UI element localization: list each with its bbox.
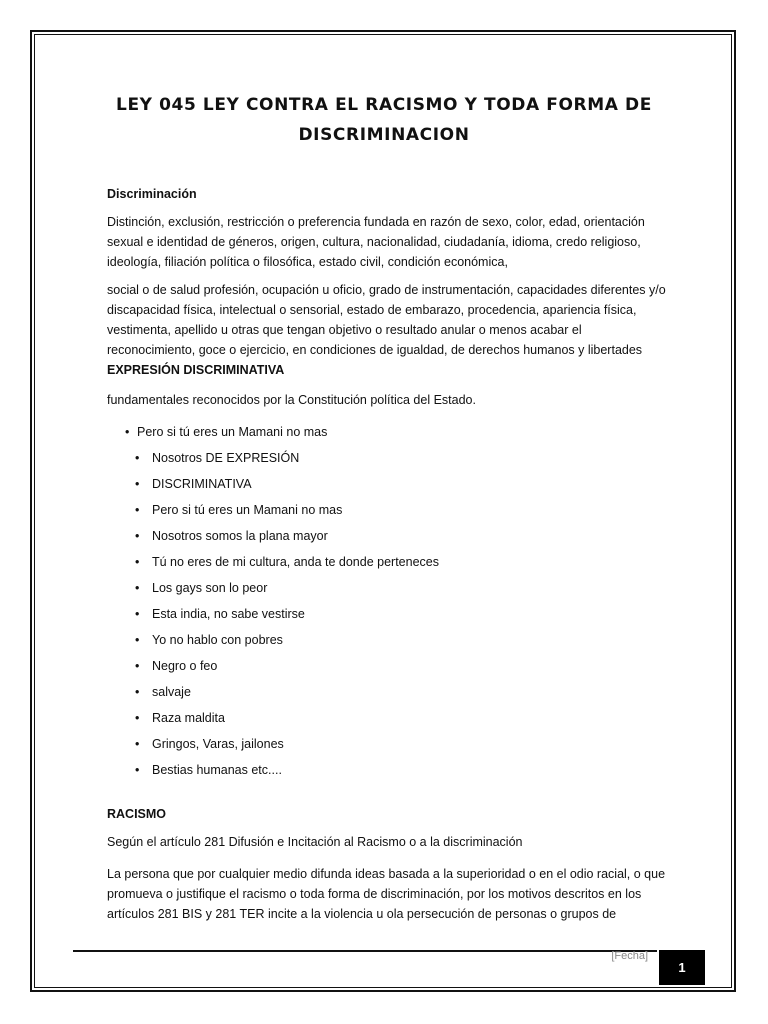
footer-date-placeholder: [Fecha] bbox=[611, 950, 648, 962]
top-bullet-list bbox=[107, 422, 667, 442]
document-title bbox=[60, 90, 708, 150]
list-item: • Nosotros DE EXPRESIÓN bbox=[107, 448, 667, 474]
list-item: • salvaje bbox=[107, 682, 667, 708]
list-item: • Pero si tú eres un Mamani no mas bbox=[107, 422, 667, 442]
list-item: • Gringos, Varas, jailones bbox=[107, 734, 667, 760]
racismo-paragraph: La persona que por cualquier medio difunda ideas basada a la superioridad o en el odio racial, o que promueva o justifique el racismo o toda forma de discriminación, por los motivos descritos en los artículos 281 BIS y 281 TER incite a la violencia u ola persecución de personas o grupos de bbox=[107, 867, 666, 921]
list-item: • Negro o feo bbox=[107, 656, 667, 682]
title-line-2: DISCRIMINACION bbox=[298, 125, 470, 145]
list-item: • Pero si tú eres un Mamani no mas bbox=[107, 500, 667, 526]
article-281-line: Según el artículo 281 Difusión e Incitación al Racismo o a la discriminación bbox=[107, 835, 523, 849]
title-line-1: LEY 045 LEY CONTRA EL RACISMO Y TODA FORMA DE bbox=[116, 95, 652, 115]
page-number-badge: 1 bbox=[659, 950, 705, 985]
definition-paragraph-3: fundamentales reconocidos por la Constitución política del Estado. bbox=[107, 393, 476, 407]
list-item: • Bestias humanas etc.... bbox=[107, 760, 667, 786]
definition-paragraph-2-text: social o de salud profesión, ocupación u oficio, grado de instrumentación, capacidades diferentes y/o discapacidad física, intelectual o sensorial, estado de embarazo, procedencia, apariencia física, vestimenta, apellido u otras que tengan objetivo o resultado anular o menos acabar el reconocimiento, goce o ejercicio, en condiciones de igualdad, de derechos humanos y libertades bbox=[107, 283, 666, 357]
section-heading-discriminacion: Discriminación bbox=[107, 187, 197, 201]
document-body bbox=[107, 184, 667, 932]
list-item: • Esta india, no sabe vestirse bbox=[107, 604, 667, 630]
definition-paragraph-2 bbox=[107, 280, 667, 380]
section-heading-racismo: RACISMO bbox=[107, 807, 167, 821]
list-item: • Raza maldita bbox=[107, 708, 667, 734]
definition-paragraph-1: Distinción, exclusión, restricción o preferencia fundada en razón de sexo, color, edad, orientación sexual e identidad de géneros, origen, cultura, nacionalidad, ciudadanía, idioma, credo religioso, ideología, filiación política o filosófica, estado civil, condición económica, bbox=[107, 215, 645, 269]
list-item: • Nosotros somos la plana mayor bbox=[107, 526, 667, 552]
list-item: • Los gays son lo peor bbox=[107, 578, 667, 604]
list-item: • Yo no hablo con pobres bbox=[107, 630, 667, 656]
expresion-discriminativa-label: EXPRESIÓN DISCRIMINATIVA bbox=[107, 363, 285, 377]
list-item: • Tú no eres de mi cultura, anda te donde perteneces bbox=[107, 552, 667, 578]
expression-bullet-list bbox=[107, 448, 667, 786]
list-item: • DISCRIMINATIVA bbox=[107, 474, 667, 500]
